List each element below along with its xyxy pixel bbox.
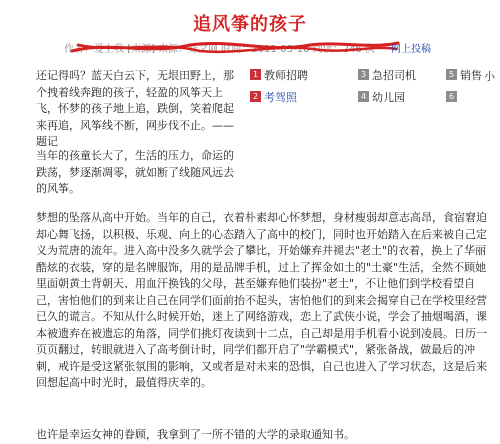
category-link-5[interactable] bbox=[446, 66, 482, 83]
category-num-badge: 2 bbox=[250, 91, 261, 102]
category-link-3[interactable] bbox=[358, 66, 416, 83]
category-label: 幼儿园 bbox=[372, 90, 405, 104]
red-scribble-annotation bbox=[70, 37, 400, 57]
article-paragraph-1: 还记得吗？蓝天白云下，无垠田野上，那个拽着线奔跑的孩子，轻盈的风筝天上飞，怀梦的孩子地上追，跌倒，笑着爬起来再追，风筝线不断，网步伐不止。——题记 bbox=[36, 69, 234, 148]
category-link-6[interactable] bbox=[446, 88, 460, 105]
category-num-badge: 6 bbox=[446, 91, 457, 102]
category-label: 急招司机 bbox=[372, 68, 416, 82]
category-num-badge: 5 bbox=[446, 69, 457, 80]
article-title: 追风筝的孩子 bbox=[193, 14, 307, 35]
category-num-badge: 1 bbox=[250, 69, 261, 80]
category-link-1[interactable] bbox=[250, 66, 308, 83]
category-num-badge: 3 bbox=[358, 69, 369, 80]
category-label: 考驾照 bbox=[264, 90, 297, 104]
edge-text-fragment: 小 bbox=[484, 70, 495, 83]
category-link-4[interactable] bbox=[358, 88, 405, 105]
category-label: 销售 bbox=[460, 68, 482, 82]
category-link-2[interactable] bbox=[250, 88, 297, 105]
submit-article-link[interactable]: 网上投稿 bbox=[391, 44, 431, 55]
category-num-badge: 4 bbox=[358, 91, 369, 102]
category-label: 教师招聘 bbox=[264, 68, 308, 82]
article-paragraph-2: 当年的孩童长大了，生活的压力，命运的跌荡，梦逐渐凋零，就如断了线随风远去的风筝。 bbox=[36, 149, 234, 195]
article-paragraph-3: 梦想的坠落从高中开始。当年的自己，衣着朴素却心怀梦想，身材瘦弱却意志高昂，食宿窘迫却心舞飞扬，以积极、乐观、向上的心态踏入了高中的校门，同时也开始踏入在后来被自己定义为荒唐的流年。进入高中没多久就学会了攀比，开始嫌弃并褪去"老土"的衣着，换上了华丽酷炫的衣装，穿的是名牌服饰，用的是品牌手机，过上了挥金如土的"土豪"生活，全然不顾她里面朝黄土背朝天、用血汗换钱的父母，甚至嫌弃他们装扮"老土"，不让他们到学校看望自己，害怕他们的到来让自己在同学们面前抬不起头，害怕他们的到来会揭穿自己在学校里经营已久的谎言。不知从什么时候开始，迷上了网络游戏，恋上了武侠小说，学会了抽烟喝酒，课本被遗弃在被遗忘的角落，同学们挑灯夜读到十二点，自己却是用手机看小说到凌晨。日历一页页翻过，转眼就进入了高考倒计时，同学们都开启了"学霸模式"，紧张备战，做最后的冲刺，戒许是受这紧张氛围的影响，又或者是对未来的恐惧，自己也进入了学习状态，这是后来回想起高中时光时，最值得庆幸的。 bbox=[36, 211, 487, 389]
article-paragraph-4: 也许是幸运女神的眷顾，我拿到了一所不错的大学的录取通知书。 bbox=[36, 428, 355, 441]
article-meta: 作者：爱上我 [来源] 来源：好文网 时间：2011-03-16 阅读：246 次 bbox=[64, 44, 375, 53]
category-link-grid bbox=[250, 66, 486, 112]
